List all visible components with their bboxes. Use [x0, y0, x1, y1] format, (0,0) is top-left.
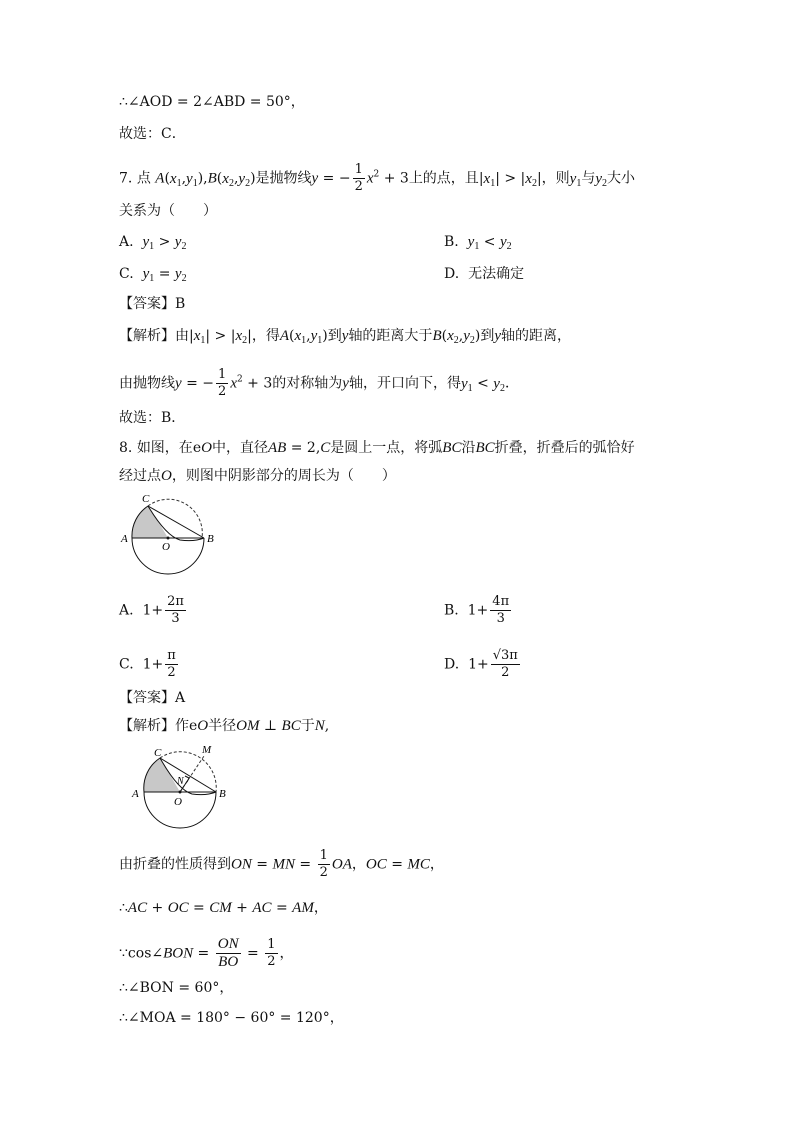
q8-stem-line1: 8. 如图，在eO中，直径AB = 2,C是圆上一点，将弧BC沿BC折叠，折叠后的弧恰好	[119, 440, 635, 456]
q7-explanation-line2: 由抛物线y = − $\frac{1}{2}$ $x^2 + 3$的对称轴为y轴，开口向下，得$y_1 < y_2$．	[119, 367, 519, 399]
q7-option-d: D. 无法确定	[444, 266, 525, 282]
choose-c: 故选：C．	[119, 126, 186, 142]
fig1-label-a: A	[121, 533, 128, 545]
fig2-label-a: A	[132, 788, 139, 800]
q8-option-a: A. 1+ $\frac{2\pi}{3}$	[119, 594, 184, 626]
q8-figure	[118, 490, 228, 585]
q7-stem-line1: 7. 点 $A(x_1,y_1),B(x_2,y_2)$是抛物线y = − $\frac{1}{2}$ $x^2 + 3$上的点，且$|x_1| > |x_2|$，则$y_1$与$y_2$大小	[119, 162, 636, 194]
q7-explanation-line1: 【解析】由$|x_1| > |x_2|$，得$A(x_1,y_1)$到y轴的距离大于$B(x_2,y_2)$到y轴的距离，	[119, 328, 572, 346]
fig2-label-o: O	[174, 796, 182, 808]
fig1-label-c: C	[142, 493, 150, 505]
q8-explanation-line3: ∴AC + OC = CM + AC = AM，	[119, 900, 328, 916]
q7-option-b: B. $y_1 < y_2$	[444, 234, 512, 252]
q8-option-c: C. 1+ $\frac{\pi}{2}$	[119, 648, 176, 680]
q7-stem-line2: 关系为（ ）	[119, 203, 217, 219]
q8-explanation-line6: ∴∠MOA = 180° − 60° = 120°，	[119, 1010, 344, 1026]
q8-explanation-figure	[128, 740, 240, 836]
q7-option-a: A. $y_1 > y_2$	[119, 234, 187, 252]
fig2-label-c: C	[154, 747, 162, 759]
fig1-label-o: O	[162, 541, 170, 553]
line-aod-result: ∴∠AOD = 2∠ABD = 50°，	[119, 94, 305, 110]
q7-option-c: C. $y_1 = y_2$	[119, 266, 187, 284]
q7-answer: 【答案】B	[119, 296, 186, 312]
fig2-label-b: B	[219, 788, 226, 800]
fig1-label-b: B	[207, 533, 214, 545]
q8-answer: 【答案】A	[119, 690, 186, 706]
q8-explanation-line4: ∵cos∠BON = $\frac{ON}{BO}$ = $\frac{1}{2}$ ，	[119, 936, 294, 970]
q8-option-b: B. 1+ $\frac{4\pi}{3}$	[444, 594, 510, 626]
q8-stem-line2: 经过点O，则图中阴影部分的周长为（ ）	[119, 468, 396, 484]
q8-explanation-line2: 由折叠的性质得到ON = MN = $\frac{1}{2}$ OA，OC = MC，	[119, 848, 444, 880]
q8-explanation-line1: 【解析】作eO半径OM ⊥ BC于N,	[119, 718, 330, 734]
q7-choose: 故选：B．	[119, 410, 186, 426]
q8-explanation-line5: ∴∠BON = 60°，	[119, 980, 234, 996]
fig2-label-n: N	[177, 776, 184, 787]
fig2-label-m: M	[202, 744, 212, 756]
q8-option-d: D. 1+ $\frac{√3\pi}{2}$	[444, 648, 518, 680]
